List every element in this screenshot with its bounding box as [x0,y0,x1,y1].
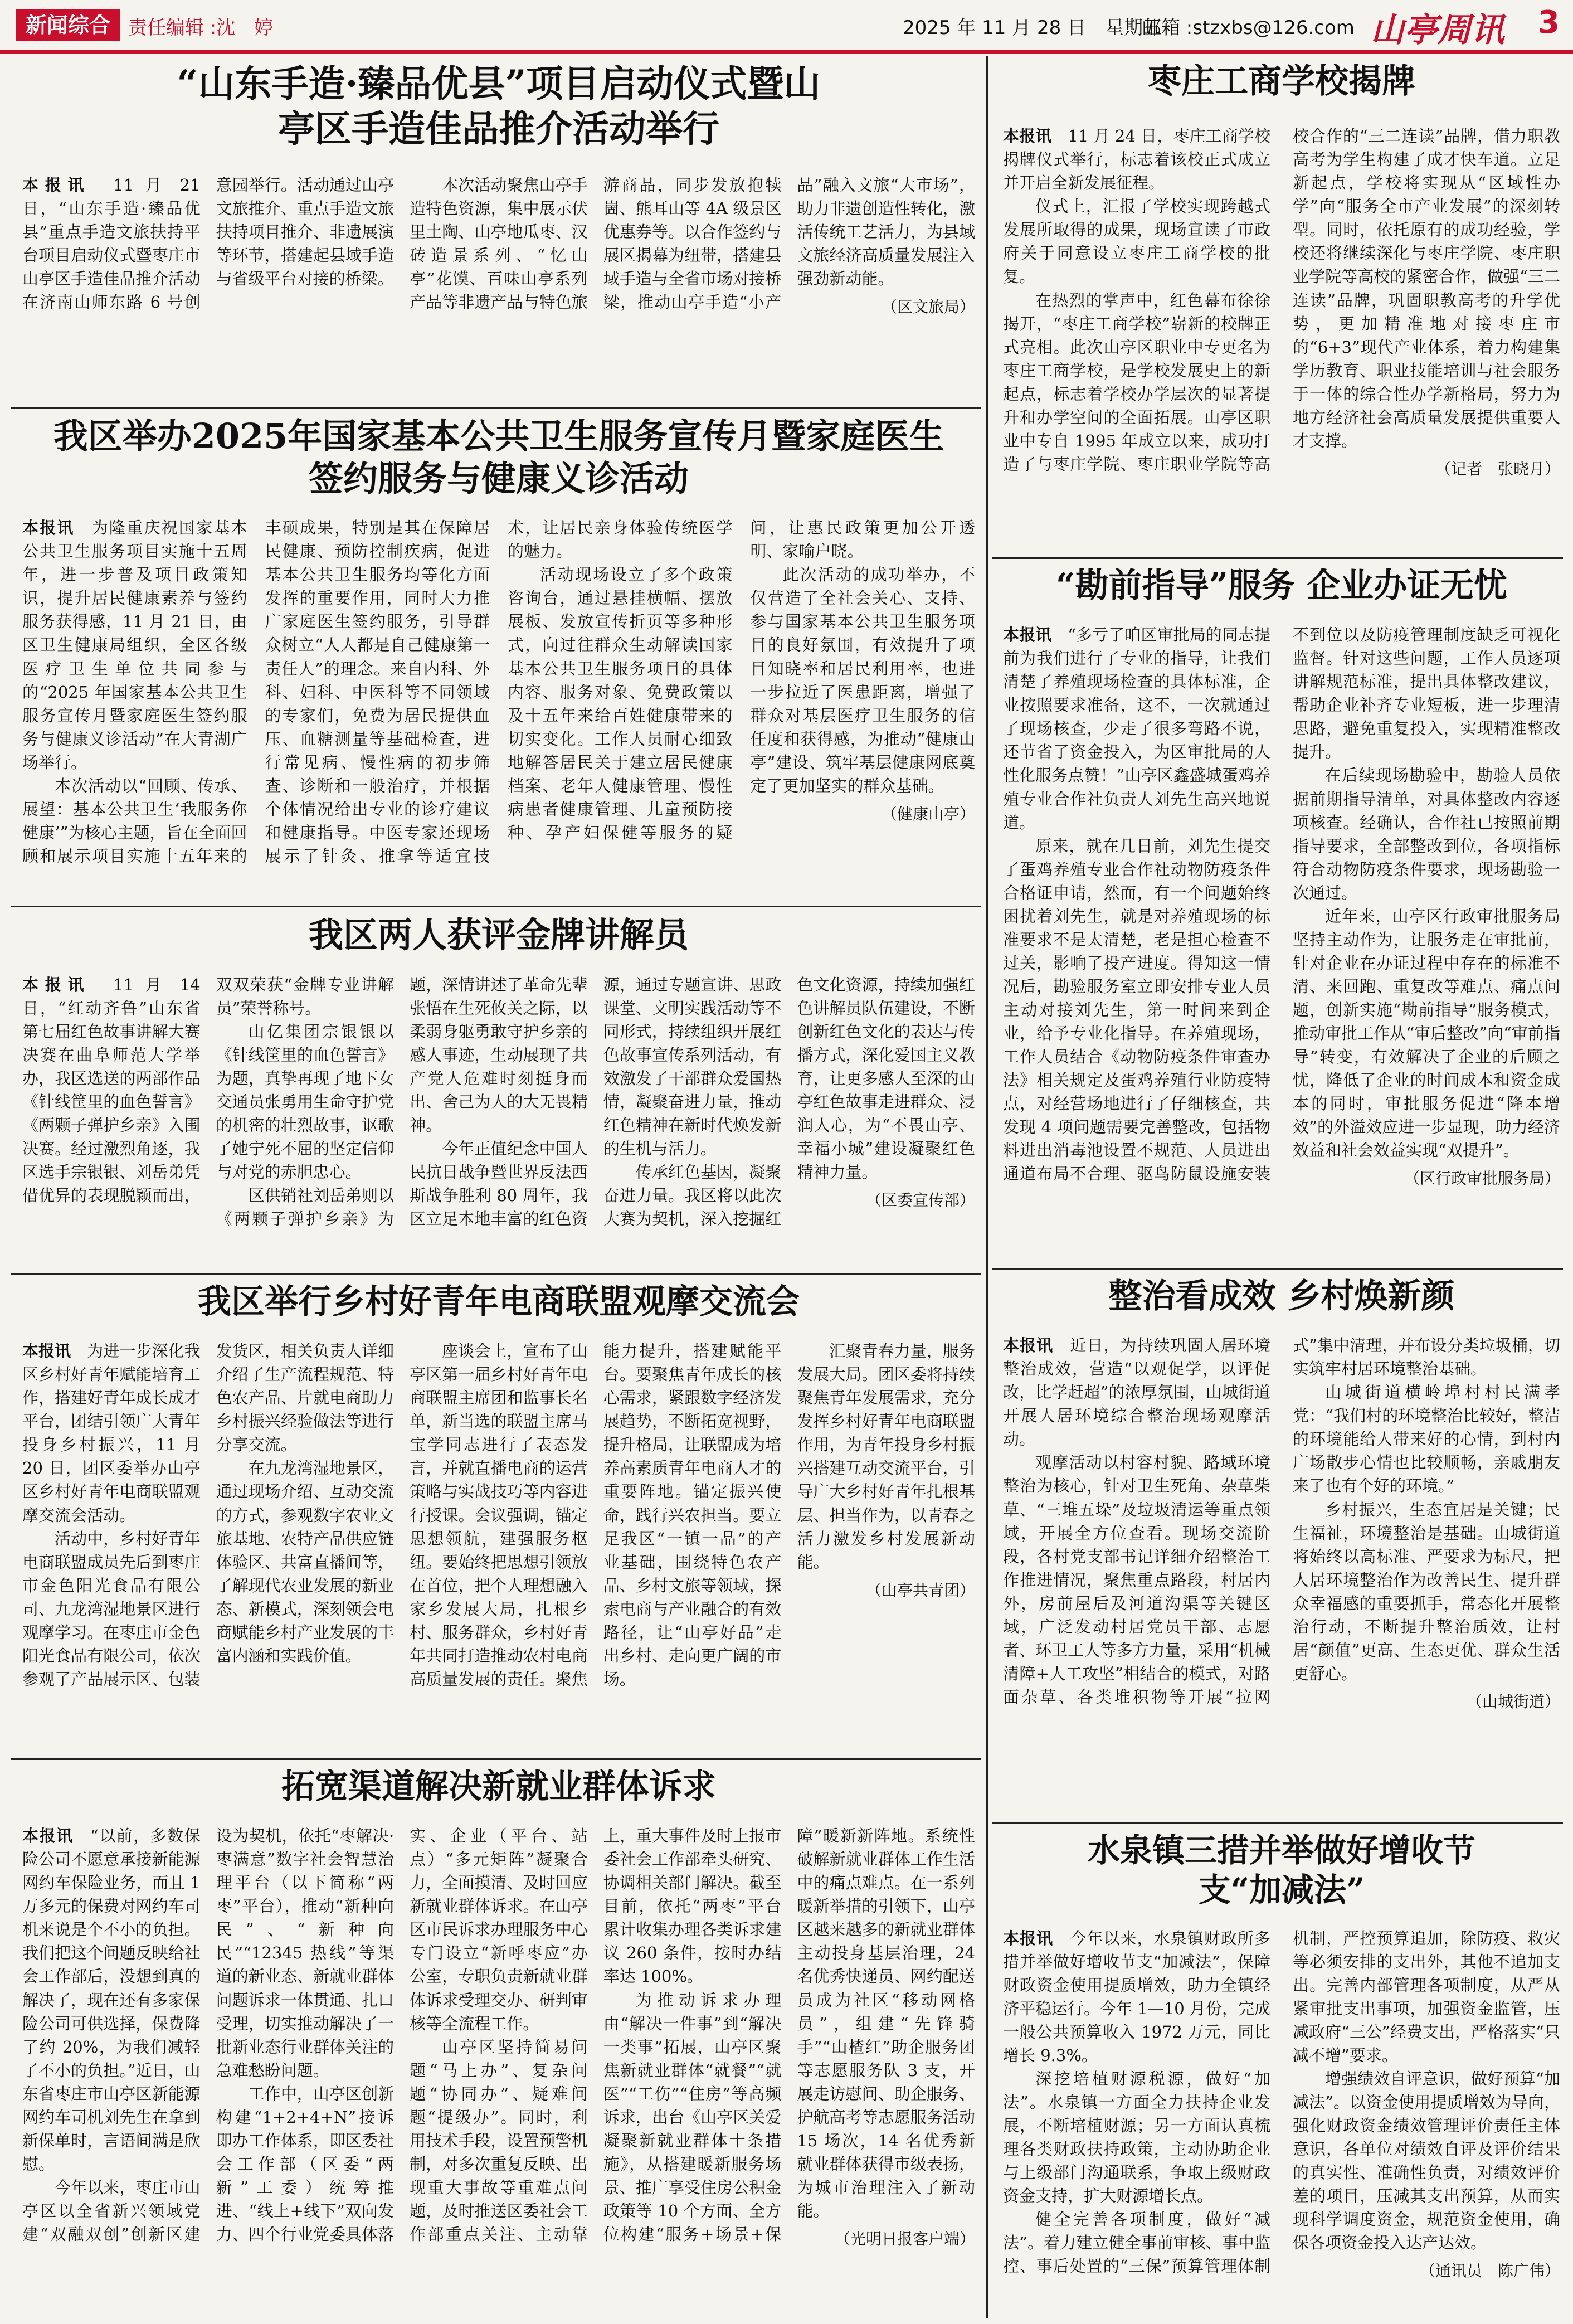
paragraph: 此次活动的成功举办，不仅营造了全社会关心、支持、参与国家基本公共卫生服务项目的良好氛围，有效提升了项目知晓率和居民利用率，也进一步拉近了医患距离，增强了群众对基层医疗卫生服务的信任度和获得感，为推动“健康山亭”建设、筑牢基层健康网底奠定了更加坚实的群众基础。 [750,565,975,795]
article-credit: （山亭共青团） [865,1581,975,1599]
article-new-employment [22,1767,975,2318]
paragraph: 今年以来，枣庄市山亭区以全省新兴领域党建“双融双创”创新区建设为契机，依托“枣解决·枣满意”数字社会智慧治理平台（以下简称“两枣”平台），推动“新种向民”、“新种向民”“12345 热线”等渠道的新业态、新就业群体问题诉求一体贯通、扎口受理，切实推动解决了一批新业态行业群体关注的急难愁盼问题。 [22,1826,395,2244]
page-header [0,0,1573,54]
section-divider [11,1273,981,1275]
article-shuiquan-finance [1003,1831,1560,2318]
paragraph: 观摩活动以村容村貌、路域环境整治为核心，针对卫生死角、杂草柴草、“三堆五垛”及垃圾清运等重点领域，开展全方位查看。现场交流阶段，各村党支部书记详细介绍整治工作推进情况，聚焦重点路段，村居内外，房前屋后及河道沟渠等关键区域，广泛发动村居党员干部、志愿者、环卫工人等多方力量，采用“机械清障+人工攻坚”相结合的模式，对路面杂草、各类堆积物等开展“拉网式”集中清理，并布设分类垃圾桶，切实筑牢村居环境整治基础。 [1003,1336,1560,1706]
article-credit: （区委宣传部） [865,1191,975,1210]
paragraph: 11 月 24 日，枣庄工商学校揭牌仪式举行，标志着该校正式成立并开启全新发展征程。 [1003,127,1270,193]
article-credit: （山城街道） [1466,1692,1560,1711]
byline: 本报讯 [1003,625,1052,645]
section-divider [992,1268,1563,1270]
article-headline: “山东手造·臻品优县”项目启动仪式暨山亭区手造佳品推介活动举行 [177,62,821,150]
paragraph: 山亿集团宗银银以《针线筐里的血色誓言》为题，真挚再现了地下女交通员张勇用生命守护党的机密的壮烈故事，讴歌了她宁死不屈的坚定信仰与对党的赤胆忠心。 [216,1022,395,1182]
paragraph: 乡村振兴，生态宜居是关键；民生福祉，环境整治是基础。山城街道将始终以高标准、严要求为标尺，把人居环境整治作为改善民生、提升群众幸福感的重要抓手，常态化开展整治行动，不断提升整治质效，让村居“颜值”更高、生态更优、群众生活更舒心。 [1293,1500,1560,1683]
paragraph: 11 月 21 日，“山东手造·臻品优县”重点手造文旅扶持平台项目启动仪式暨枣庄市山亭区手造佳品推介活动在济南山师东路 6 号创意园举行。活动通过山亭文旅推介、重点手造文旅扶持项目推介、非遗展演等环节，搭建起县域手造与省级平台对接的桥梁。 [22,176,395,312]
paragraph: 为隆重庆祝国家基本公共卫生服务项目实施十五周年，进一步普及项目政策知识，提升居民健康素养与签约服务获得感，11 月 21 日，由区卫生健康局组织，全区各级医疗卫生单位共同参与的“2025 年国家基本公共卫生服务宣传月暨家庭医生签约服务与健康义诊活动”在大青湖广场举行。 [22,518,247,772]
article-body [22,516,975,868]
article-body [1003,1334,1560,1713]
paragraph: 11 月 14 日，“红动齐鲁”山东省第七届红色故事讲解大赛决赛在曲阜师范大学举办，我区选送的两部作品《针线筐里的血色誓言》《两颗子弹护乡亲》入围决赛。经过激烈角逐，我区选手宗银银、刘岳弟凭借优异的表现脱颖而出，双双荣获“金牌专业讲解员”荣誉称号。 [22,975,395,1205]
article-headline: 我区举行乡村好青年电商联盟观摩交流会 [198,1282,800,1321]
byline: 本报讯 [1003,1928,1054,1948]
article-credit: （区行政审批服务局） [1404,1169,1560,1188]
paragraph: 近日，为持续巩固人居环境整治成效，营造“以观促学，以评促改，比学赶超”的浓厚氛围，山城街道开展人居环境综合整治现场观摩活动。 [1003,1336,1270,1449]
section-badge: 新闻综合 [16,9,120,41]
byline: 本报讯 [22,176,91,195]
paragraph: “多亏了咱区审批局的同志提前为我们进行了专业的指导，让我们清楚了养殖现场检查的具体标准，企业按照要求准备，这不，一次就通过了现场核查，少走了很多弯路不说，还节省了资金投入，为区审批局的人性化服务点赞！”山亭区鑫盛城蛋鸡养殖专业合作社负责人刘先生高兴地说道。 [1003,625,1270,832]
article-body [22,1339,975,1691]
byline: 本报讯 [1003,127,1052,146]
byline: 本报讯 [22,975,91,994]
page-number: 3 [1538,4,1560,41]
paragraph: 本次活动以“回顾、传承、展望：基本公共卫生‘我服务你健康’”为核心主题，旨在全面回顾和展示项目实施十五年来的丰硕成果，特别是其在保障居民健康、预防控制疾病，促进基本公共卫生服务均等化方面发挥的重要作用，同时大力推广家庭医生签约服务，引导群众树立“人人都是自己健康第一责任人”的理念。来自内科、外科、妇科、中医科等不同领域的专家们，免费为居民提供血压、血糖测量等基础检查，进行常见病、慢性病的初步筛查、诊断和一般治疗，并根据个体情况给出专业的诊疗建议和健康指导。中医专家还现场展示了针灸、推拿等适宜技术，让居民亲身体验传统医学的魅力。 [22,518,733,866]
section-divider [11,407,981,409]
paragraph: 今年正值纪念中国人民抗日战争暨世界反法西斯战争胜利 80 周年，我区立足本地丰富的红色资源，通过专题宣讲、思政课堂、文明实践活动等不同形式，持续组织开展红色故事宣传系列活动，有效激发了干部群众爱国热情，凝聚奋进力量，推动红色精神在新时代焕发新的生机与活力。 [410,975,782,1229]
article-youth-ecommerce [22,1282,975,1753]
article-headline: 枣庄工商学校揭牌 [1148,62,1415,101]
article-headline: 拓宽渠道解决新就业群体诉求 [281,1767,716,1806]
article-business-school [1003,61,1560,552]
article-gold-guides [22,914,975,1268]
article-headline: 我区举办2025年国家基本公共卫生服务宣传月暨家庭医生签约服务与健康义诊活动 [53,416,944,499]
paragraph: 活动中，乡村好青年电商联盟成员先后到枣庄市金色阳光食品有限公司、九龙湾湿地景区进行观摩学习。在枣庄市金色阳光食品有限公司，依次参观了产品展示区、包装发货区，相关负责人详细介绍了生产流程规范、特色农产品、片就电商助力乡村振兴经验做法等进行分享交流。 [22,1341,395,1689]
paragraph: 本次活动聚焦山亭手造特色资源，集中展示伏里土陶、山亭地瓜枣、汉砖造景系列、“忆山亭”花馍、百味山亭系列产品等非遗产品与特色旅游商品，同步发放抱犊崮、熊耳山等 4A 级景区优惠券等。以合作签约与展区揭幕为纽带，搭建县域手造与全省市场对接桥梁，推动山亭手造“小产品”融入文旅“大市场”，助力非遗创造性转化，激活传统工艺活力，为县域文旅经济高质量发展注入强劲新动能。 [410,176,975,312]
article-headline: “勘前指导”服务 企业办证无忧 [1056,566,1507,605]
paragraph: 在后续现场勘验中，勘验人员依据前期指导清单，对具体整改内容逐项核查。经确认，合作社已按照前期指导要求，全部整改到位，各项指标符合动物防疫条件要求，现场勘验一次通过。 [1293,766,1560,902]
section-divider [992,557,1563,559]
section-divider [992,1822,1563,1824]
article-credit: （光明日报客户端） [834,2229,975,2248]
paragraph: 深挖培植财源税源，做好“加法”。水泉镇一方面全力扶持企业发展，不断培植财源；另一方面认真梳理各类财政扶持政策，主动协助企业与上级部门沟通联系，争取上级财政资金支持，扩大财源增长点。 [1003,2069,1270,2206]
article-credit: （通讯员 陈广伟） [1419,2262,1560,2281]
paragraph: 近年来，山亭区行政审批服务局坚持主动作为，让服务走在审批前，针对企业在办证过程中存在的标准不清、来回跑、重复改等难点、痛点问题，创新实施“勘前指导”服务模式，推动审批工作从“审后整改”向“审前指导”转变，有效解决了企业的后顾之忧，降低了企业的时间成本和资金成本的同时，审批服务促进“降本增效”的外溢效应进一步显现，助力经济效益和社会效益实现“双提升”。 [1293,906,1560,1160]
byline: 本报讯 [1003,1336,1054,1355]
byline: 本报讯 [22,1341,71,1361]
article-headline: 水泉镇三措并举做好增收节支“加减法” [1087,1831,1475,1909]
paragraph: 山亭区坚持简易问题“马上办”、复杂问题“协同办”、疑难问题“提级办”。同时，利用技术手段，设置预警机制，对多次重复反映、出现重大事故等重难点问题，及时推送区委社会工作部重点关注、主动靠上，重大事件及时上报市委社会工作部牵头研究、协调相关部门解决。截至目前，依托“两枣”平台累计收集办理各类诉求建议 260 条件，按时办结率达 100%。 [410,1826,782,2244]
paragraph: 工作中，山亭区创新构建“1+2+4+N”接诉即办工作体系，即区委社会工作部（区委“两新”工委）统筹推进、“线上+线下”双向发力、四个行业党委具体落实、企业（平台、站点）“多元矩阵”凝聚合力，全面摸清、及时回应新就业群体诉求。在山亭区市民诉求办理服务中心专门设立“新呼枣应”办公室，专职负责新就业群体诉求受理交办、研判审核等全流程工作。 [216,1826,588,2244]
paragraph: 传承红色基因，凝聚奋进力量。我区将以此次大赛为契机，深入挖掘红色文化资源，持续加强红色讲解员队伍建设，不断创新红色文化的表达与传播方式，深化爱国主义教育，让更多感人至深的山亭红色故事走进群众、浸润人心，为“不畏山亭、幸福小城”建设凝聚红色精神力量。 [603,975,975,1229]
article-body [1003,1927,1560,2283]
byline: 本报讯 [22,518,75,538]
section-divider [11,1758,981,1760]
email-address[interactable]: 邮箱 :stzxbs@126.com [1142,17,1355,39]
article-body [1003,124,1560,480]
paragraph: 在热烈的掌声中，红色幕布徐徐揭开，“枣庄工商学校”崭新的校牌正式亮相。此次山亭区职业中专更名为枣庄工商学校，是学校发展史上的新起点，标志着学校办学层次的显著提升和办学空间的全面拓展。山亭区职业中专自 1995 年成立以来，成功打造了与枣庄学院、枣庄职业学院等高校合作的“三二连读”品牌，借力职教高考为学生构建了成才快车道。立足新起点，学校将实现从“区域性办学”向“服务全市产业发展”的深刻转型。同时，依托原有的成功经验，学校还将继续深化与枣庄学院、枣庄职业学院等高校的紧密合作，做强“三二连读”品牌，巩固职教高考的升学优势，更加精准地对接枣庄市的“6+3”现代产业体系，着力构建集学历教育、职业技能培训与社会服务于一体的综合性办学新格局，努力为地方经济社会高质量发展提供重要人才支撑。 [1003,127,1560,474]
paragraph: 今年以来，水泉镇财政所多措并举做好增收节支“加减法”，保障财政资金使用提质增效，助力全镇经济平稳运行。今年 1—10 月份，完成一般公共预算收入 1972 万元，同比增长 9.3%。 [1003,1928,1270,2065]
paragraph: 汇聚青春力量，服务发展大局。团区委将持续聚焦青年发展需求，充分发挥乡村好青年电商联盟作用，为青年投身乡村振兴搭建互动交流平台，引导广大乡村好青年扎根基层、担当作为，以青春之活力激发乡村发展新动能。 [797,1341,975,1572]
paragraph: 在九龙湾湿地景区，通过现场介绍、互动交流的方式，参观数字农业文旅基地、农特产品供应链体验区、共富直播间等，了解现代农业发展的新业态、新模式，深刻领会电商赋能乡村产业发展的丰富内涵和实践价值。 [216,1458,395,1665]
column-divider [986,56,988,2318]
article-headline: 整治看成效 乡村焕新颜 [1108,1277,1455,1316]
article-pre-inspection [1003,566,1560,1262]
article-body [1003,623,1560,1190]
paragraph: 为进一步深化我区乡村好青年赋能培育工作，搭建好青年成长成才平台，团结引领广大青年投身乡村振兴，11 月 20 日，团区委举办山亭区乡村好青年电商联盟观摩交流会活动。 [22,1341,201,1525]
paragraph: 山城街道横岭埠村村民满孝党：“我们村的环境整治比较好，整洁的环境能给人带来好的心情，到村内广场散步心情也比较顺畅，亲戚朋友来了也有个好的环境。” [1293,1383,1560,1496]
article-body [22,173,975,319]
article-body [22,973,975,1231]
paragraph: “以前，多数保险公司不愿意承接新能源网约车保险业务，而且 1 万多元的保费对网约车司机来说是个不小的负担。我们把这个问题反映给社会工作部后，没想到真的解决了，现在还有多家保险公司可供选择，保费降了约 20%，为我们减轻了不小的负担。”近日，山东省枣庄市山亭区新能源网约车司机刘先生在拿到新保单时，言语间满是欣慰。 [22,1826,201,2174]
article-body [22,1824,975,2250]
article-credit: （记者 张晓月） [1435,459,1560,478]
article-handcraft-launch [22,61,975,401]
paragraph: 仪式上，汇报了学校实现跨越式发展所取得的成果，现场宣读了市政府关于同意设立枣庄工商学校的批复。 [1003,197,1270,286]
masthead-logo: 山亭周讯 [1371,11,1504,50]
editor-line: 责任编辑 :沈 婷 [128,17,274,39]
article-headline: 我区两人获评金牌讲解员 [308,915,689,955]
issue-date: 2025 年 11 月 28 日 星期五 [903,17,1162,39]
paragraph: 健全完善各项制度，做好“减法”。着力建立健全事前审核、事中监控、事后处置的“三保”预算管理体制机制，严控预算追加，除防疫、救灾等必须安排的支出外，其他不追加支出。完善内部管理各项制度，从严从紧审批支出事项，加强资金监管，压减政府“三公”经费支出，严格落实“只减不增”要求。 [1003,1928,1560,2276]
article-credit: （健康山亭） [881,804,975,823]
paragraph: 原来，就在几日前，刘先生提交了蛋鸡养殖专业合作社动物防疫条件合格证申请，然而，有一个问题始终困扰着刘先生，就是对养殖现场的标准要求不是太清楚，老是担心检查不过关，影响了投产进度。得知这一情况后，勘验服务室立即安排专业人员主动对接刘先生，第一时间来到企业，给予专业化指导。在养殖现场，工作人员结合《动物防疫条件审查办法》相关规定及蛋鸡养殖行业防疫特点，对经营场地进行了仔细核查，共发现 4 项问题需要完善整改，包括物料进出消毒池设置不规范、人员进出通道布局不合理、驱鸟防鼠设施安装不到位以及防疫管理制度缺乏可视化监督。针对这些问题，工作人员逐项讲解规范标准，提出具体整改建议，帮助企业补齐专业短板，进一步理清思路，避免重复投入，实现精准整改提升。 [1003,625,1560,1184]
paragraph: 座谈会上，宣布了山亭区第一届乡村好青年电商联盟主席团和监事长名单，新当选的联盟主席马宝学同志进行了表态发言，并就直播电商的运营策略与实战技巧等内容进行授课。会议强调，锚定思想领航，建强服务枢纽。要始终把思想引领放在首位，把个人理想融入家乡发展大局，扎根乡村、服务群众，乡村好青年共同打造推动农村电商高质量发展的责任。聚焦能力提升，搭建赋能平台。要聚焦青年成长的核心需求，紧跟数字经济发展趋势，不断拓宽视野，提升格局，让联盟成为培养高素质青年电商人才的重要阵地。锚定振兴使命，践行兴农担当。要立足我区“一镇一品”的产业基础，围绕特色农产品、乡村文旅等领域，探索电商与产业融合的有效路径，让“山亭好品”走出乡村、走向更广阔的市场。 [410,1341,782,1689]
paragraph: 增强绩效自评意识，做好预算“加减法”。以资金使用提质增效为导向，强化财政资金绩效管理评价责任主体意识，各单位对绩效自评及评价结果的真实性、准确性负责，对绩效评价差的项目，压减其支出预算，从而实现科学调度资金，规范资金使用，确保各项资金投入达产达效。 [1293,2069,1560,2253]
article-village-renewal [1003,1276,1560,1817]
paragraph: 活动现场设立了多个政策咨询台，通过悬挂横幅、摆放展板、发放宣传折页等多种形式，向过往群众生动解读国家基本公共卫生服务项目的具体内容、服务对象、免费政策以及十五年来给百姓健康带来的切实变化。工作人员耐心细致地解答居民关于建立居民健康档案、老年人健康管理、慢性病患者健康管理、儿童预防接种、孕产妇保健等服务的疑问，让惠民政策更加公开透明、家喻户晓。 [508,518,975,842]
byline: 本报讯 [22,1826,74,1846]
paragraph: 区供销社刘岳弟则以《两颗子弹护乡亲》为题，深情讲述了革命先辈张悟在生死攸关之际，以柔弱身躯勇敢守护乡亲的感人事迹，生动展现了共产党人危难时刻挺身而出、舍己为人的大无畏精神。 [216,975,588,1229]
paragraph: 为推动诉求办理由“解决一件事”到“解决一类事”拓展，山亭区聚焦新就业群体“就餐”“就医”“工伤”“住房”等高频诉求，出台《山亭区关爱凝聚新就业群体十条措施》，从搭建暖新服务场景、推广享受住房公积金政策等 10 个方面、全方位构建“服务+场景+保障”暖新新阵地。系统性破解新就业群体工作生活中的痛点难点。在一系列暖新举措的引领下，山亭区越来越多的新就业群体主动投身基层治理，24 名优秀快递员、网约配送员成为社区“移动网格员”，组建“先锋骑手”“山楂红”助企服务团等志愿服务队 3 支，开展走访慰问、助企服务、护航高考等志愿服务活动 15 场次，14 名优秀新就业群体获得市级表扬，为城市治理注入了新动能。 [603,1826,975,2244]
article-credit: （区文旅局） [881,298,975,317]
section-divider [11,906,981,907]
article-health-service [22,415,975,900]
